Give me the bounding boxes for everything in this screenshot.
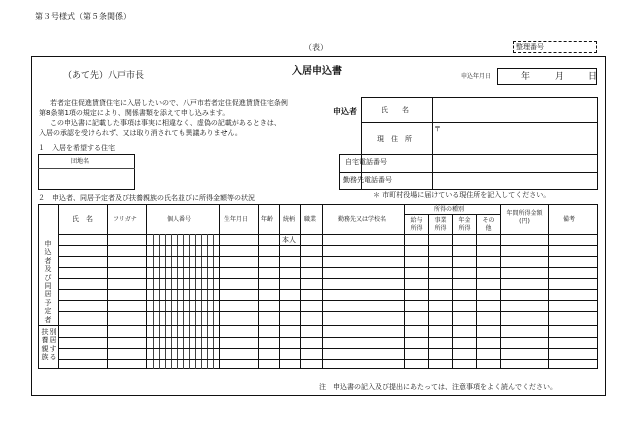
applicant-address-label: 現 住 所 bbox=[377, 135, 412, 143]
reference-number-label: 整理番号 bbox=[516, 43, 544, 51]
group-applicant-cohabitants: 申込者及び同居予定者 bbox=[44, 240, 52, 324]
footer-note: 注 申込書の記入及び提出にあたっては、注意事項をよく読んでください。 bbox=[319, 383, 557, 391]
group-dependents-col2: 扶養親族 bbox=[41, 328, 49, 362]
header-birthdate: 生年月日 bbox=[224, 216, 249, 223]
header-business-income: 事業 所得 bbox=[434, 217, 447, 232]
work-phone-label: 勤務先電話番号 bbox=[343, 176, 392, 184]
household-table bbox=[38, 204, 598, 369]
home-phone-field[interactable] bbox=[434, 156, 596, 171]
header-relation: 続柄 bbox=[283, 216, 296, 223]
header-annual-income: 年間所得金額 (円) bbox=[506, 210, 543, 225]
relation-self: 本人 bbox=[282, 236, 296, 244]
section2-note: ＊ 市町村役場に届けている現住所を記入してください。 bbox=[373, 191, 551, 199]
header-personal-number: 個人番号 bbox=[167, 216, 192, 223]
applicant-section-label: 申込者 bbox=[333, 107, 357, 116]
intro-line-1: 若者定住促進賃貸住宅に入居したいので、八戸市若者定住促進賃貸住宅条例 bbox=[50, 99, 288, 107]
date-day: 日 bbox=[588, 72, 598, 82]
form-title: 入居申込書 bbox=[292, 66, 342, 77]
intro-line-4: 入居の承認を受けられず、又は取り消されても異議ありません。 bbox=[39, 129, 242, 137]
header-income-type: 所得の種別 bbox=[434, 206, 465, 213]
intro-line-2: 第8条第1項の規定により、関係書類を添えて申し込みます。 bbox=[39, 109, 230, 117]
addressee: （あて先）八戸市長 bbox=[63, 71, 145, 81]
header-remarks: 備考 bbox=[563, 216, 576, 223]
postal-mark: 〒 bbox=[434, 125, 441, 133]
header-salary-income: 給与 所得 bbox=[410, 217, 423, 232]
group-dependents-col1: 別居する bbox=[49, 328, 57, 362]
applicant-name-field[interactable] bbox=[434, 99, 596, 121]
header-workplace: 勤務先又は学校名 bbox=[338, 216, 387, 223]
application-date-label: 申込年月日 bbox=[461, 73, 492, 80]
applicant-name-label: 氏 名 bbox=[381, 106, 409, 114]
complex-label: 団地名 bbox=[71, 158, 90, 165]
header-name: 氏 名 bbox=[72, 215, 93, 223]
section2-heading: ２ 申込者、同居予定者及び扶養親族の氏名並びに所得金額等の状況 bbox=[38, 194, 255, 202]
application-date-field[interactable] bbox=[497, 68, 597, 85]
header-age: 年齢 bbox=[261, 216, 274, 223]
header-furigana: フリガナ bbox=[113, 216, 137, 223]
header-other-income: その 他 bbox=[482, 217, 495, 232]
complex-name-field[interactable] bbox=[40, 170, 133, 188]
date-month: 月 bbox=[555, 72, 565, 82]
header-occupation: 職業 bbox=[304, 216, 317, 223]
header-pension-income: 年金 所得 bbox=[458, 217, 471, 232]
work-phone-field[interactable] bbox=[434, 174, 596, 189]
home-phone-label: 自宅電話番号 bbox=[345, 158, 387, 166]
form-number: 第３号様式（第５条関係） bbox=[35, 12, 131, 21]
intro-line-3: この申込書に記載した事項は事実に相違なく、虚偽の記載があるときは、 bbox=[50, 119, 281, 127]
applicant-address-field[interactable] bbox=[434, 124, 596, 153]
reference-number-box[interactable] bbox=[513, 41, 597, 53]
section1-heading: １ 入居を希望する住宅 bbox=[38, 144, 115, 152]
date-year: 年 bbox=[521, 72, 531, 82]
side-label: （表） bbox=[304, 43, 328, 52]
